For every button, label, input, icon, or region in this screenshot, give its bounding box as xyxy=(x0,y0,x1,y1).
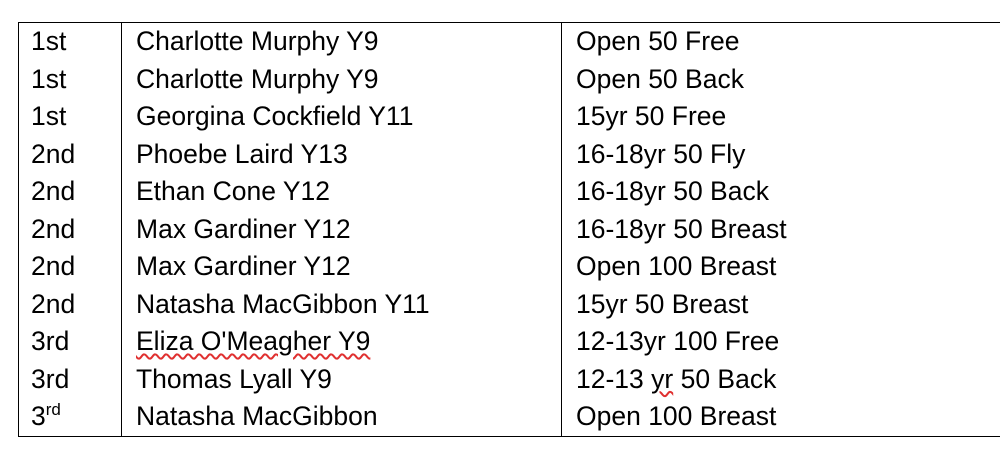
place-cell: 2nd xyxy=(19,136,122,174)
place-cell: 3rd xyxy=(19,361,122,399)
place-ordinal-suffix: rd xyxy=(45,400,61,420)
table-row xyxy=(19,23,1000,61)
event-cell: 16-18yr 50 Back xyxy=(562,173,1000,211)
place-cell: 1st xyxy=(19,98,122,136)
results-table-body xyxy=(19,23,1000,437)
swimmer-cell: Natasha MacGibbon xyxy=(122,398,562,436)
event-cell xyxy=(562,361,1000,399)
table-row xyxy=(19,248,1000,286)
event-cell: 15yr 50 Free xyxy=(562,98,1000,136)
place-cell: 2nd xyxy=(19,286,122,324)
misspelled-word: yr xyxy=(651,363,674,394)
event-cell: Open 50 Free xyxy=(562,23,1000,61)
swimmer-cell: Charlotte Murphy Y9 xyxy=(122,61,562,99)
event-cell: 12-13yr 100 Free xyxy=(562,323,1000,361)
swimmer-cell: Thomas Lyall Y9 xyxy=(122,361,562,399)
table-row xyxy=(19,211,1000,249)
place-cell xyxy=(19,398,122,436)
misspelled-word: Eliza O'Meagher Y9 xyxy=(136,326,371,356)
place-number: 3 xyxy=(31,401,46,431)
swimmer-cell: Charlotte Murphy Y9 xyxy=(122,23,562,61)
place-cell: 2nd xyxy=(19,173,122,211)
table-row xyxy=(19,136,1000,174)
event-cell: 15yr 50 Breast xyxy=(562,286,1000,324)
swimmer-cell xyxy=(122,323,562,361)
swimmer-cell: Natasha MacGibbon Y11 xyxy=(122,286,562,324)
place-cell: 2nd xyxy=(19,248,122,286)
event-text-suffix: 50 Back xyxy=(673,363,777,394)
event-text-prefix: 12-13 xyxy=(576,363,652,394)
place-cell: 1st xyxy=(19,61,122,99)
event-cell: Open 100 Breast xyxy=(562,248,1000,286)
place-cell: 3rd xyxy=(19,323,122,361)
table-row xyxy=(19,398,1000,436)
place-cell: 2nd xyxy=(19,211,122,249)
table-row xyxy=(19,323,1000,361)
swimmer-cell: Max Gardiner Y12 xyxy=(122,248,562,286)
table-row xyxy=(19,361,1000,399)
table-row xyxy=(19,286,1000,324)
event-cell: 16-18yr 50 Breast xyxy=(562,211,1000,249)
table-row xyxy=(19,61,1000,99)
table-row xyxy=(19,173,1000,211)
swimmer-cell: Georgina Cockfield Y11 xyxy=(122,98,562,136)
place-cell: 1st xyxy=(19,23,122,61)
event-cell: 16-18yr 50 Fly xyxy=(562,136,1000,174)
results-table xyxy=(18,22,1000,437)
swimmer-cell: Phoebe Laird Y13 xyxy=(122,136,562,174)
event-cell: Open 50 Back xyxy=(562,61,1000,99)
swimmer-cell: Ethan Cone Y12 xyxy=(122,173,562,211)
table-row xyxy=(19,98,1000,136)
swimmer-cell: Max Gardiner Y12 xyxy=(122,211,562,249)
event-cell: Open 100 Breast xyxy=(562,398,1000,436)
